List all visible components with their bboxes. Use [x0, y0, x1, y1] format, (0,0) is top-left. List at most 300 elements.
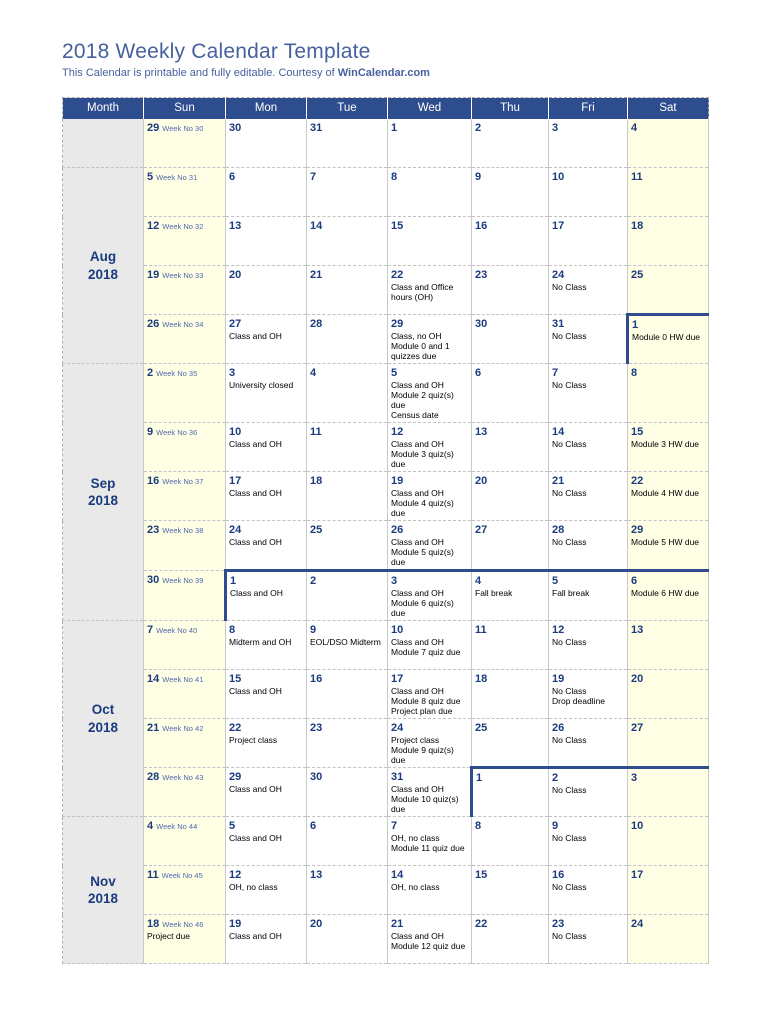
- day-number: 11: [475, 624, 487, 637]
- column-header-month: Month: [63, 98, 144, 119]
- day-number: 16: [475, 220, 488, 232]
- day-cell[interactable]: [628, 315, 709, 364]
- column-header-mon: Mon: [226, 98, 307, 119]
- day-cell[interactable]: [144, 866, 226, 915]
- day-cell[interactable]: [307, 817, 388, 866]
- cell-head: [229, 267, 304, 282]
- event-text: Module 7 quiz due: [391, 647, 461, 658]
- cell-head: [229, 671, 304, 686]
- day-cell[interactable]: [388, 670, 472, 719]
- day-number: 4: [310, 367, 317, 380]
- cell-head: [475, 473, 546, 488]
- day-cell[interactable]: [472, 364, 549, 423]
- event-text: OH, no class: [229, 882, 278, 893]
- day-cell[interactable]: [472, 119, 549, 168]
- day-number: 8: [229, 624, 236, 637]
- cell-head: [631, 867, 706, 882]
- day-cell[interactable]: [226, 472, 307, 521]
- event-text: Project due: [147, 931, 190, 942]
- cell-head: [229, 818, 304, 833]
- day-number: 12: [552, 624, 565, 637]
- cell-head: [631, 473, 706, 488]
- day-cell[interactable]: [549, 217, 628, 266]
- cell-head: [147, 916, 223, 931]
- day-cell[interactable]: [144, 119, 226, 168]
- cell-head: [631, 770, 706, 785]
- day-cell[interactable]: [388, 571, 472, 621]
- day-cell[interactable]: [549, 817, 628, 866]
- day-cell[interactable]: [307, 866, 388, 915]
- week-number-label: Week No 40: [156, 626, 198, 636]
- day-cell[interactable]: [628, 817, 709, 866]
- day-cell[interactable]: [226, 571, 307, 621]
- cell-head: [310, 473, 385, 488]
- day-cell[interactable]: [549, 119, 628, 168]
- event-text: Class and OH: [391, 784, 444, 795]
- day-cell[interactable]: [628, 719, 709, 768]
- day-cell[interactable]: [549, 915, 628, 964]
- day-cell[interactable]: [226, 915, 307, 964]
- cell-head: [552, 720, 625, 735]
- cell-head: [229, 916, 304, 931]
- week-number-label: Week No 30: [162, 123, 204, 133]
- day-cell[interactable]: [307, 768, 388, 817]
- day-cell[interactable]: [307, 423, 388, 472]
- week-row: [63, 621, 709, 670]
- day-number: 24: [631, 918, 644, 931]
- day-number: 9: [475, 171, 482, 183]
- day-cell[interactable]: [388, 521, 472, 571]
- day-number: 11: [631, 171, 643, 183]
- day-cell[interactable]: [144, 571, 226, 621]
- day-cell[interactable]: [388, 472, 472, 521]
- event-text: Class and OH: [391, 686, 444, 697]
- cell-head: [391, 424, 469, 439]
- cell-head: [552, 671, 625, 686]
- day-number: 31: [310, 121, 323, 134]
- day-cell[interactable]: [144, 315, 226, 364]
- day-cell[interactable]: [628, 364, 709, 423]
- day-cell[interactable]: [307, 521, 388, 571]
- event-text: No Class: [552, 380, 587, 391]
- day-cell[interactable]: [144, 217, 226, 266]
- day-cell[interactable]: [549, 719, 628, 768]
- day-number: 10: [229, 426, 242, 439]
- day-cell[interactable]: [549, 670, 628, 719]
- day-number: 8: [391, 171, 398, 183]
- event-text: Module 8 quiz due: [391, 696, 461, 707]
- week-number-label: Week No 34: [162, 320, 204, 329]
- cell-head: [147, 365, 223, 380]
- cell-head: [310, 316, 385, 331]
- day-number: 2: [475, 121, 482, 134]
- event-text: Class and OH: [391, 931, 444, 942]
- day-number: 24: [391, 722, 404, 735]
- day-cell[interactable]: [472, 571, 549, 621]
- month-label: Oct: [91, 702, 115, 718]
- cell-head: [147, 769, 223, 784]
- day-cell[interactable]: [388, 217, 472, 266]
- cell-head: [631, 573, 706, 588]
- day-cell[interactable]: [628, 119, 709, 168]
- month-year: 2018: [87, 493, 119, 509]
- day-number: 28: [552, 524, 565, 537]
- event-text: Module 9 quiz(s) due: [391, 745, 454, 766]
- event-text: EOL/DSO Midterm: [310, 637, 381, 648]
- calendar-header-row: [63, 98, 709, 119]
- day-cell[interactable]: [144, 472, 226, 521]
- day-number: 11: [310, 426, 322, 439]
- day-number: 11: [147, 869, 159, 882]
- day-cell[interactable]: [549, 866, 628, 915]
- day-cell[interactable]: [307, 266, 388, 315]
- event-text: Class and OH: [229, 686, 282, 697]
- day-cell[interactable]: [628, 915, 709, 964]
- day-number: 31: [552, 318, 565, 330]
- cell-head: [476, 770, 546, 785]
- day-number: 25: [631, 269, 644, 281]
- cell-head: [310, 671, 385, 686]
- day-cell[interactable]: [549, 472, 628, 521]
- day-cell[interactable]: [472, 768, 549, 817]
- day-cell[interactable]: [628, 423, 709, 472]
- day-cell[interactable]: [628, 866, 709, 915]
- month-year: 2018: [87, 266, 119, 282]
- week-number-label: Week No 33: [162, 271, 204, 280]
- day-number: 16: [310, 673, 323, 686]
- day-cell[interactable]: [472, 866, 549, 915]
- day-cell[interactable]: [549, 364, 628, 423]
- day-number: 23: [475, 269, 488, 281]
- cell-head: [310, 218, 385, 233]
- day-cell[interactable]: [226, 315, 307, 364]
- day-cell[interactable]: [226, 670, 307, 719]
- event-text: Module 0 HW due: [632, 332, 701, 342]
- day-number: 24: [552, 269, 565, 281]
- day-number: 28: [147, 771, 160, 784]
- day-number: 7: [552, 367, 559, 380]
- cell-head: [310, 622, 385, 637]
- cell-head: [147, 671, 223, 686]
- cell-head: [552, 867, 625, 882]
- event-text: Project plan due: [391, 706, 453, 717]
- cell-head: [391, 267, 469, 282]
- cell-head: [552, 218, 625, 233]
- cell-head: [147, 120, 223, 135]
- event-text: Class and OH: [391, 537, 444, 548]
- day-number: 20: [631, 673, 644, 686]
- day-cell[interactable]: [144, 364, 226, 423]
- day-cell[interactable]: [472, 817, 549, 866]
- event-text: Midterm and OH: [229, 637, 292, 648]
- day-cell[interactable]: [628, 670, 709, 719]
- event-text: Drop deadline: [552, 696, 605, 707]
- event-text: No Class: [552, 537, 587, 548]
- day-number: 19: [391, 475, 404, 488]
- day-cell[interactable]: [226, 719, 307, 768]
- column-header-sun: Sun: [144, 98, 226, 119]
- day-cell[interactable]: [307, 719, 388, 768]
- day-cell[interactable]: [628, 266, 709, 315]
- day-number: 1: [476, 772, 483, 785]
- day-number: 20: [229, 269, 242, 281]
- cell-head: [310, 818, 385, 833]
- week-row: [63, 266, 709, 315]
- day-number: 10: [391, 624, 404, 637]
- cell-head: [475, 622, 546, 637]
- day-cell[interactable]: [549, 423, 628, 472]
- event-text: Class and OH: [391, 439, 444, 450]
- week-row: [63, 571, 709, 621]
- week-number-label: Week No 32: [162, 222, 204, 231]
- day-number: 3: [552, 121, 559, 134]
- day-cell[interactable]: [226, 621, 307, 670]
- day-number: 29: [229, 771, 242, 784]
- day-cell[interactable]: [388, 423, 472, 472]
- day-cell[interactable]: [388, 866, 472, 915]
- week-number-label: Week No 38: [162, 526, 204, 536]
- cell-head: [475, 671, 546, 686]
- day-cell[interactable]: [549, 168, 628, 217]
- week-row: [63, 719, 709, 768]
- day-cell[interactable]: [628, 168, 709, 217]
- page-title: 2018 Weekly Calendar Template: [62, 40, 371, 63]
- cell-head: [391, 316, 469, 331]
- day-number: 2: [147, 367, 154, 380]
- cell-head: [391, 622, 469, 637]
- day-cell[interactable]: [388, 168, 472, 217]
- cell-head: [147, 218, 223, 233]
- event-text: No Class: [552, 282, 587, 292]
- day-cell[interactable]: [307, 217, 388, 266]
- day-cell[interactable]: [226, 168, 307, 217]
- day-cell[interactable]: [226, 521, 307, 571]
- day-cell[interactable]: [628, 472, 709, 521]
- event-text: OH, no class: [391, 833, 440, 844]
- cell-head: [310, 867, 385, 882]
- cell-head: [391, 169, 469, 184]
- day-cell[interactable]: [388, 621, 472, 670]
- cell-head: [147, 169, 223, 184]
- day-number: 14: [552, 426, 565, 439]
- day-cell[interactable]: [628, 521, 709, 571]
- month-label: Nov: [90, 873, 116, 889]
- day-cell[interactable]: [549, 521, 628, 571]
- day-cell[interactable]: [307, 168, 388, 217]
- cell-head: [552, 169, 625, 184]
- day-number: 26: [552, 722, 565, 735]
- cell-head: [631, 818, 706, 833]
- day-number: 5: [229, 820, 236, 833]
- day-cell[interactable]: [144, 621, 226, 670]
- day-cell[interactable]: [388, 719, 472, 768]
- event-text: No Class: [552, 785, 587, 796]
- day-number: 19: [229, 918, 242, 931]
- week-number-label: Week No 41: [162, 675, 204, 685]
- day-cell[interactable]: [628, 621, 709, 670]
- day-cell[interactable]: [388, 915, 472, 964]
- day-cell[interactable]: [628, 217, 709, 266]
- day-cell[interactable]: [549, 571, 628, 621]
- day-cell[interactable]: [144, 168, 226, 217]
- column-header-sat: Sat: [628, 98, 709, 119]
- cell-head: [475, 120, 546, 135]
- week-row: [63, 866, 709, 915]
- cell-head: [631, 424, 706, 439]
- day-cell[interactable]: [307, 915, 388, 964]
- day-cell[interactable]: [628, 768, 709, 817]
- day-cell[interactable]: [144, 266, 226, 315]
- day-cell[interactable]: [144, 817, 226, 866]
- column-header-thu: Thu: [472, 98, 549, 119]
- cell-head: [310, 916, 385, 931]
- cell-head: [552, 770, 625, 785]
- month-cell-sep: [63, 364, 144, 621]
- day-number: 22: [391, 269, 404, 281]
- day-cell[interactable]: [472, 217, 549, 266]
- day-cell[interactable]: [307, 472, 388, 521]
- cell-head: [552, 316, 624, 331]
- cell-head: [632, 317, 706, 332]
- week-row: [63, 364, 709, 423]
- cell-head: [147, 267, 223, 282]
- day-cell[interactable]: [307, 364, 388, 423]
- page-subtitle: [62, 67, 708, 79]
- event-text: Fall break: [475, 588, 513, 599]
- month-year: 2018: [87, 719, 119, 735]
- day-cell[interactable]: [472, 719, 549, 768]
- day-cell[interactable]: [307, 670, 388, 719]
- day-number: 16: [552, 869, 565, 882]
- day-number: 17: [391, 673, 404, 686]
- month-label: Aug: [89, 248, 117, 264]
- day-cell[interactable]: [549, 621, 628, 670]
- day-cell[interactable]: [226, 119, 307, 168]
- event-text: No Class: [552, 637, 587, 648]
- day-cell[interactable]: [472, 521, 549, 571]
- day-cell[interactable]: [388, 315, 472, 364]
- day-number: 9: [552, 820, 559, 833]
- day-cell[interactable]: [472, 670, 549, 719]
- event-text: No Class: [552, 331, 587, 341]
- cell-head: [475, 573, 546, 588]
- cell-head: [552, 120, 625, 135]
- day-number: 3: [631, 772, 638, 785]
- cell-head: [147, 720, 223, 735]
- day-number: 26: [391, 524, 404, 537]
- day-number: 23: [147, 524, 160, 537]
- day-cell[interactable]: [226, 423, 307, 472]
- cell-head: [310, 522, 385, 537]
- day-cell[interactable]: [144, 915, 226, 964]
- event-text: Class and OH: [229, 784, 282, 795]
- day-cell[interactable]: [307, 119, 388, 168]
- day-number: 3: [229, 367, 236, 380]
- day-number: 18: [475, 673, 488, 686]
- day-cell[interactable]: [549, 266, 628, 315]
- cell-head: [631, 622, 706, 637]
- day-number: 18: [631, 220, 644, 232]
- day-cell[interactable]: [628, 571, 709, 621]
- day-cell[interactable]: [388, 119, 472, 168]
- day-cell[interactable]: [226, 266, 307, 315]
- cell-head: [229, 769, 304, 784]
- event-text: Class and Office hours (OH): [391, 282, 454, 303]
- week-number-label: Week No 45: [161, 871, 203, 881]
- day-cell[interactable]: [472, 472, 549, 521]
- event-text: Module 11 quiz due: [391, 843, 465, 854]
- month-cell-aug: [63, 168, 144, 364]
- day-cell[interactable]: [388, 817, 472, 866]
- day-number: 4: [147, 820, 154, 833]
- day-cell[interactable]: [144, 670, 226, 719]
- day-cell[interactable]: [388, 768, 472, 817]
- cell-head: [391, 671, 469, 686]
- day-cell[interactable]: [144, 768, 226, 817]
- cell-head: [229, 424, 304, 439]
- day-cell[interactable]: [307, 315, 388, 364]
- day-cell[interactable]: [472, 266, 549, 315]
- wincalendar-brand-link[interactable]: WinCalendar.com: [337, 67, 430, 79]
- day-cell[interactable]: [472, 315, 549, 364]
- event-text: Module 4 HW due: [631, 488, 700, 499]
- week-row: [63, 119, 709, 168]
- week-row: [63, 915, 709, 964]
- day-number: 18: [147, 918, 160, 931]
- day-number: 27: [475, 524, 488, 537]
- column-header-wed: Wed: [388, 98, 472, 119]
- day-cell[interactable]: [472, 423, 549, 472]
- day-number: 8: [475, 820, 482, 833]
- day-cell[interactable]: [472, 915, 549, 964]
- day-cell[interactable]: [226, 768, 307, 817]
- cell-head: [552, 267, 625, 282]
- day-cell[interactable]: [388, 266, 472, 315]
- event-text: Census date: [391, 410, 439, 421]
- day-cell[interactable]: [307, 571, 388, 621]
- day-number: 13: [310, 869, 323, 882]
- day-cell[interactable]: [144, 719, 226, 768]
- event-text: Module 6 quiz(s) due: [391, 598, 454, 619]
- event-text: Class and OH: [229, 331, 282, 341]
- day-number: 14: [391, 869, 404, 882]
- day-cell[interactable]: [472, 168, 549, 217]
- day-cell[interactable]: [144, 521, 226, 571]
- event-text: Class, no OH: [391, 331, 442, 341]
- day-cell[interactable]: [549, 315, 628, 364]
- day-number: 5: [391, 367, 398, 380]
- day-cell[interactable]: [388, 364, 472, 423]
- day-cell[interactable]: [226, 866, 307, 915]
- day-cell[interactable]: [549, 768, 628, 817]
- day-cell[interactable]: [226, 817, 307, 866]
- calendar-body: [63, 119, 709, 964]
- day-cell[interactable]: [144, 423, 226, 472]
- cell-head: [229, 867, 304, 882]
- day-cell[interactable]: [307, 621, 388, 670]
- month-year: 2018: [87, 891, 119, 907]
- cell-head: [147, 316, 223, 331]
- day-cell[interactable]: [226, 217, 307, 266]
- day-number: 15: [229, 673, 242, 686]
- day-cell[interactable]: [226, 364, 307, 423]
- day-number: 12: [147, 220, 160, 232]
- cell-head: [391, 916, 469, 931]
- cell-head: [310, 720, 385, 735]
- day-cell[interactable]: [472, 621, 549, 670]
- cell-head: [475, 365, 546, 380]
- cell-head: [310, 424, 385, 439]
